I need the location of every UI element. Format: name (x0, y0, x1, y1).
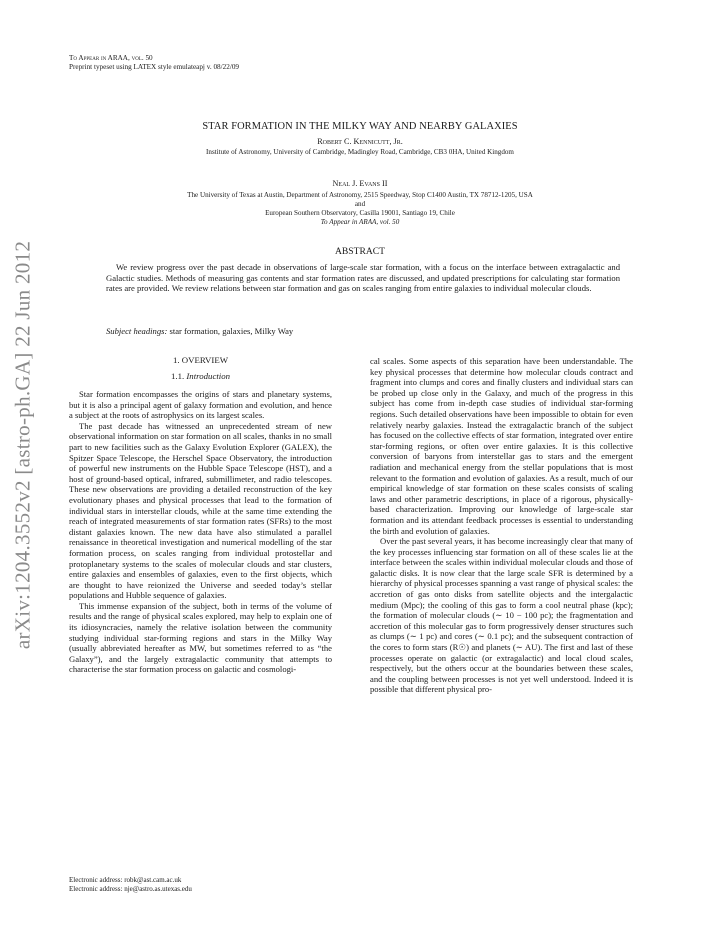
paper-title: STAR FORMATION IN THE MILKY WAY AND NEARBY GALAXIES (202, 121, 518, 132)
section-heading: 1. OVERVIEW (173, 355, 228, 365)
abstract-text: We review progress over the past decade in observations of large-scale star formation, with a focus on the interface between extragalactic and Galactic studies. Methods of measuring gas contents and star formation rates are discussed, and updated prescriptions for calculating star formation rates are provided. We review relations between star formation and gas on scales ranging from entire galaxies to individual molecular clouds. (106, 262, 620, 294)
author-affiliation-2: The University of Texas at Austin, Department of Astronomy, 2515 Speedway, Stop C1400 Austin, TX 78712-1205, USA (187, 191, 533, 199)
arxiv-stamp (7, 210, 39, 680)
footnotes (69, 876, 332, 893)
publication-note: To Appear in ARAA, vol. 50 (320, 218, 400, 226)
author-affiliation-1: Institute of Astronomy, University of Cambridge, Madingley Road, Cambridge, CB3 0HA, United Kingdom (206, 148, 514, 156)
subsection-number: 1.1. (170, 371, 187, 381)
author-affiliation-3: European Southern Observatory, Casilla 19001, Santiago 19, Chile (265, 209, 455, 217)
subject-headings-text: star formation, galaxies, Milky Way (167, 326, 294, 336)
subject-headings (106, 326, 620, 337)
subject-headings-label: Subject headings: (106, 326, 168, 336)
paragraph: cal scales. Some aspects of this separation have been understandable. The key physical processes that determine how molecular clouds contract and fragment into clumps and cores and finally clusters and individual stars can be probed up close only in the Galaxy, and much of the progress in this subject has come from in-depth case studies of individual star-forming regions. Such detailed observations have been impossible to obtain for even relatively nearby galaxies. Instead the extragalactic branch of the subject has focused on the collective effects of star formation, integrated over entire star-forming regions, or often over entire galaxies. It is this collective conversion of baryons from interstellar gas to stars and the emergent radiation and mechanical energy from the stellar populations that is most relevant to the formation and evolution of galaxies. As a result, much of our empirical knowledge of star formation on these scales consists of scaling laws and other parametric descriptions, in place of a rigorous, physically-based characterization. Improving our knowledge of large-scale star formation and its attendant feedback processes is essential to understanding the birth and evolution of galaxies. (370, 356, 633, 536)
paragraph: Over the past several years, it has become increasingly clear that many of the key processes influencing star formation on all of these scales lie at the interface between the scales within individual molecular clouds and those of galactic disks. It is now clear that the large scale SFR is determined by a hierarchy of physical processes spanning a vast range of physical scales: the accretion of gas onto disks from satellite objects and the intergalactic medium (Mpc); the cooling of this gas to form a cool neutral phase (kpc); the formation of molecular clouds (∼ 10 − 100 pc); the fragmentation and accretion of this molecular gas to form progressively denser structures such as clumps (∼ 1 pc) and cores (∼ 0.1 pc); and the subsequent contraction of the cores to form stars (R☉) and planets (∼ AU). The first and last of these processes operate on galactic (or extragalactic) and local cloud scales, respectively, but the others occur at the boundaries between these scales, and the coupling between processes is not yet well understood. Indeed it is possible that different physical pro- (370, 536, 633, 695)
subsection-title: Introduction (186, 371, 231, 381)
body-column-right (370, 356, 633, 695)
body-column-left (69, 389, 332, 675)
paragraph: Star formation encompasses the origins of stars and planetary systems, but it is also a principal agent of galaxy formation and evolution, and hence a subject at the roots of astrophysics on its largest scales. (69, 389, 332, 421)
paragraph: This immense expansion of the subject, both in terms of the volume of results and the range of physical scales explored, may help to explain one of its idiosyncracies, namely the relative isolation between the community studying individual star-forming regions and stars in the Milky Way (usually abbreviated hereafter as MW, but sometimes referred to as “the Galaxy”), and the largely extragalactic community that attempts to characterise the star formation process on galactic and cosmologi- (69, 600, 332, 675)
author-name-1: Robert C. Kennicutt, Jr. (317, 137, 403, 146)
abstract-heading: ABSTRACT (334, 246, 386, 257)
preprint-line: Preprint typeset using LATEX style emulateapj v. 08/22/09 (69, 63, 240, 71)
footnote-email-2: Electronic address: nje@astro.as.utexas.edu (69, 884, 192, 893)
affiliation-conjunction: and (354, 200, 366, 208)
subsection-heading (69, 371, 332, 381)
footnote-email-1: Electronic address: robk@ast.cam.ac.uk (69, 876, 182, 884)
abstract-body (106, 262, 620, 294)
arxiv-stamp-text: arXiv:1204.3552v2 [astro-ph.GA] 22 Jun 2012 (10, 240, 35, 650)
running-header: To Appear in ARAA, vol. 50 (69, 54, 153, 62)
author-name-2: Neal J. Evans II (332, 179, 388, 188)
paragraph: The past decade has witnessed an unprecedented stream of new observational information on star formation on all scales, thanks in no small part to new facilities such as the Galaxy Evolution Explorer (GALEX), the Spitzer Space Telescope, the Herschel Space Observatory, the introduction of powerful new instruments on the Hubble Space Telescope (HST), and a host of ground-based optical, infrared, submillimeter, and radio telescopes. These new observations are providing a detailed reconstruction of the key evolutionary phases and physical processes that lead to the formation of individual stars in interstellar clouds, while at the same time extending the reach of integrated measurements of star formation rates (SFRs) to the most distant galaxies known. The new data have also stimulated a parallel renaissance in theoretical investigation and numerical modelling of the star formation process, on scales ranging from individual protostellar and protoplanetary systems to the scales of molecular clouds and star clusters, entire galaxies and ensembles of galaxies, even to the first objects, which are thought to have reionized the Universe and seeded today’s stellar populations and Hubble sequence of galaxies. (69, 420, 332, 601)
